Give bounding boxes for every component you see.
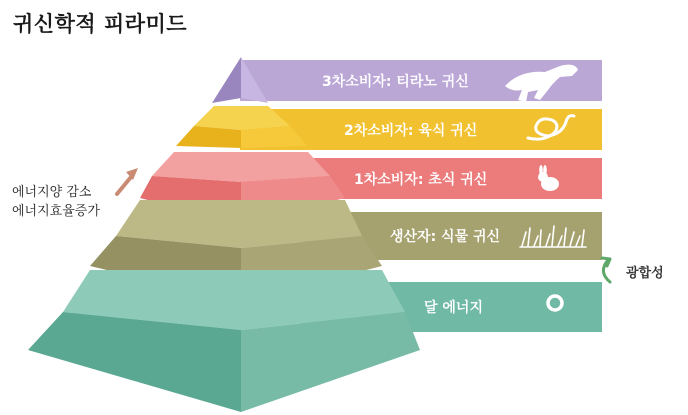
pyramid-tier-base [28,270,420,412]
energy-up-arrow-icon [117,168,138,194]
rabbit-icon [538,165,559,191]
snake-icon [528,116,574,140]
pyramid-tier-secondary [176,106,307,148]
photosynthesis-label: 광합성 [626,266,664,281]
energy-note-line1: 에너지양 감소 [12,185,92,200]
band-label: 달 에너지 [424,300,483,316]
dinosaur-icon [505,65,578,102]
pyramid-tier-tertiary [212,57,268,103]
page-title: 귀신학적 피라미드 [13,12,188,36]
band-label: 3차소비자: 티라노 귀신 [322,73,469,90]
energy-note-line2: 에너지효율증가 [12,204,100,219]
band-label: 2차소비자: 육식 귀신 [344,122,478,139]
moon-ring-icon [548,296,562,310]
energy-note [12,183,100,221]
photosynthesis-arrow-icon [602,258,610,282]
grass-icon [520,226,586,247]
band-label: 생산자: 식물 귀신 [390,229,501,245]
band-label: 1차소비자: 초식 귀신 [354,171,488,188]
